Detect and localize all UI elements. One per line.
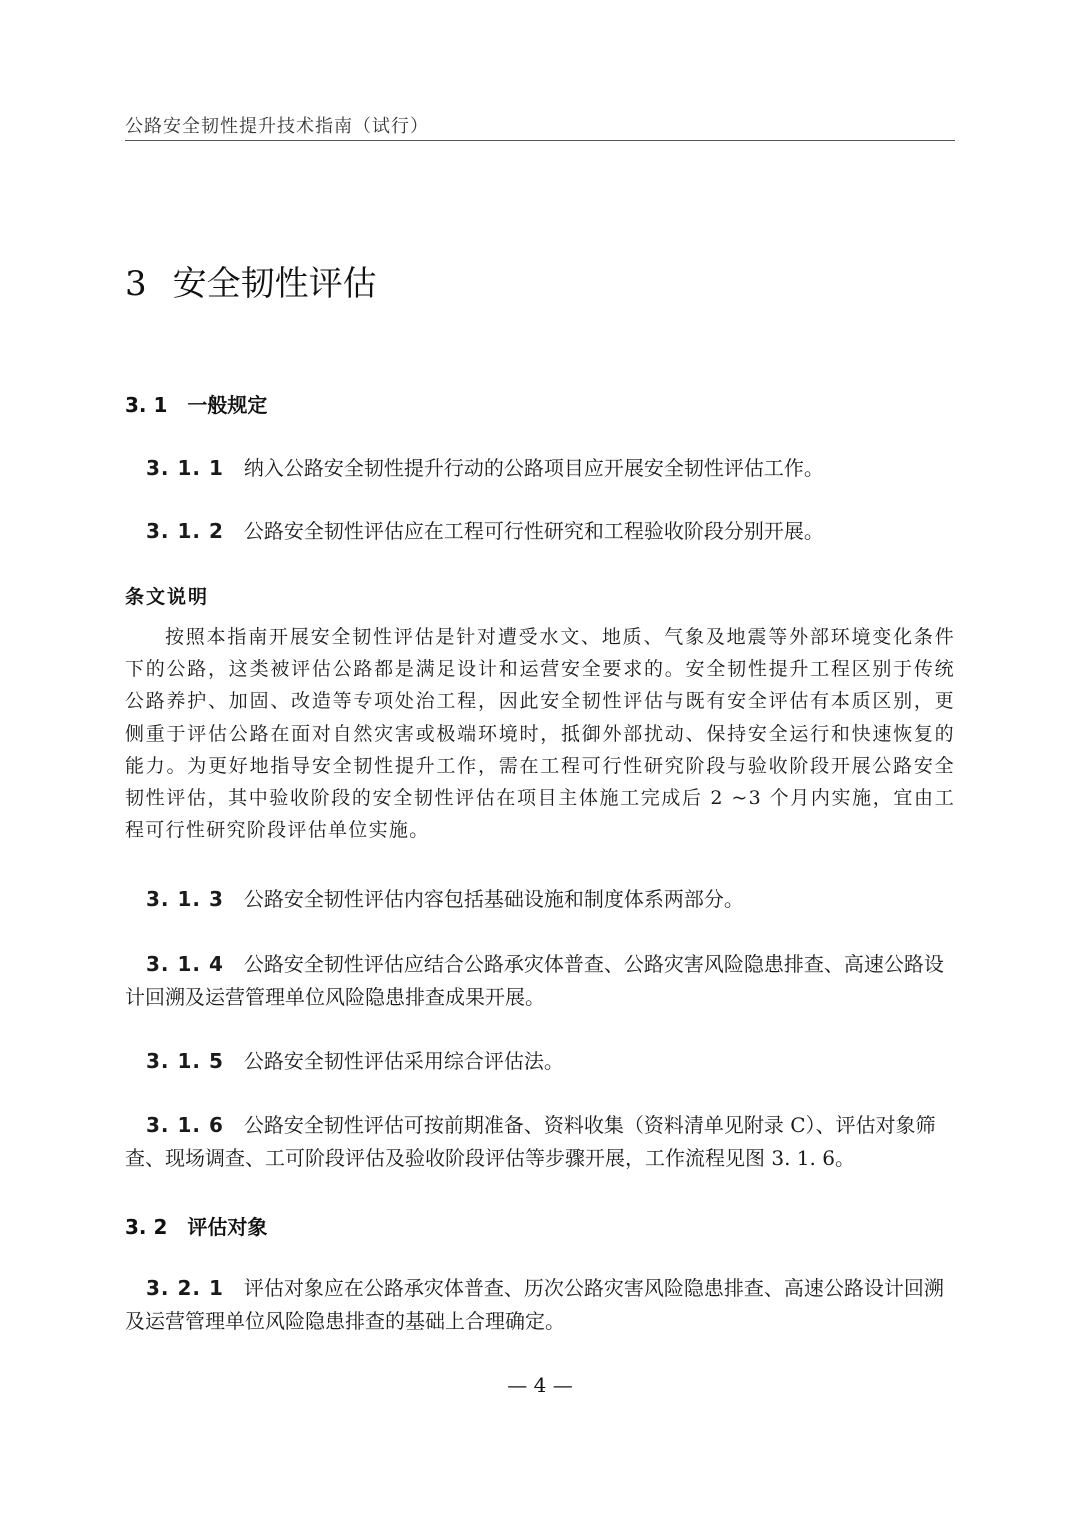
section-title: 一般规定	[187, 393, 268, 417]
chapter-title-text: 安全韧性评估	[172, 264, 377, 304]
clause-number: 3. 2. 1	[146, 1276, 224, 1300]
clause-3-1-3	[125, 883, 955, 916]
clause-number: 3. 1. 5	[146, 1049, 224, 1073]
chapter-number: 3	[125, 264, 147, 304]
clause-number: 3. 1. 1	[146, 456, 224, 480]
explanation-heading: 条文说明	[125, 586, 210, 608]
clause-3-1-2	[125, 515, 955, 548]
explanation-body: 按照本指南开展安全韧性评估是针对遭受水文、地质、气象及地震等外部环境变化条件下的公路，这类被评估公路都是满足设计和运营安全要求的。安全韧性提升工程区别于传统公路养护、加固、改造等专项处治工程，因此安全韧性评估与既有安全评估有本质区别，更侧重于评估公路在面对自然灾害或极端环境时，抵御外部扰动、保持安全运行和快速恢复的能力。为更好地指导安全韧性提升工作，需在工程可行性研究阶段与验收阶段开展公路安全韧性评估，其中验收阶段的安全韧性评估在项目主体施工完成后 2 ~3 个月内实施，宜由工程可行性研究阶段评估单位实施。	[125, 626, 955, 842]
header-divider	[125, 140, 955, 141]
clause-3-1-4	[125, 948, 955, 1014]
running-header: 公路安全韧性提升技术指南（试行）	[125, 116, 429, 137]
clause-3-1-6	[125, 1109, 955, 1175]
clause-number: 3. 1. 4	[146, 952, 224, 976]
clause-text: 公路安全韧性评估采用综合评估法。	[243, 1049, 564, 1073]
clause-text: 评估对象应在公路承灾体普查、历次公路灾害风险隐患排查、高速公路设计回溯及运营管理单位风险隐患排查的基础上合理确定。	[125, 1276, 944, 1333]
clause-text: 纳入公路安全韧性提升行动的公路项目应开展安全韧性评估工作。	[243, 456, 824, 480]
page-number: — 4 —	[507, 1373, 573, 1397]
clause-3-1-1	[125, 452, 955, 485]
section-number: 3. 1	[125, 393, 168, 417]
clause-text: 公路安全韧性评估应在工程可行性研究和工程验收阶段分别开展。	[243, 519, 824, 543]
section-heading-3-1	[125, 389, 267, 418]
clause-3-2-1	[125, 1272, 955, 1338]
chapter-title	[125, 256, 377, 305]
section-title: 评估对象	[187, 1215, 268, 1239]
clause-number: 3. 1. 2	[146, 519, 224, 543]
clause-text: 公路安全韧性评估内容包括基础设施和制度体系两部分。	[243, 887, 744, 911]
clause-3-1-5	[125, 1045, 955, 1078]
section-heading-3-2	[125, 1211, 267, 1240]
clause-text: 公路安全韧性评估应结合公路承灾体普查、公路灾害风险隐患排查、高速公路设计回溯及运营管理单位风险隐患排查成果开展。	[125, 952, 944, 1009]
section-number: 3. 2	[125, 1215, 168, 1239]
clause-number: 3. 1. 6	[146, 1113, 224, 1137]
clause-text: 公路安全韧性评估可按前期准备、资料收集（资料清单见附录 C）、评估对象筛查、现场调查、工可阶段评估及验收阶段评估等步骤开展，工作流程见图 3. 1. 6。	[125, 1113, 936, 1170]
clause-number: 3. 1. 3	[146, 887, 224, 911]
